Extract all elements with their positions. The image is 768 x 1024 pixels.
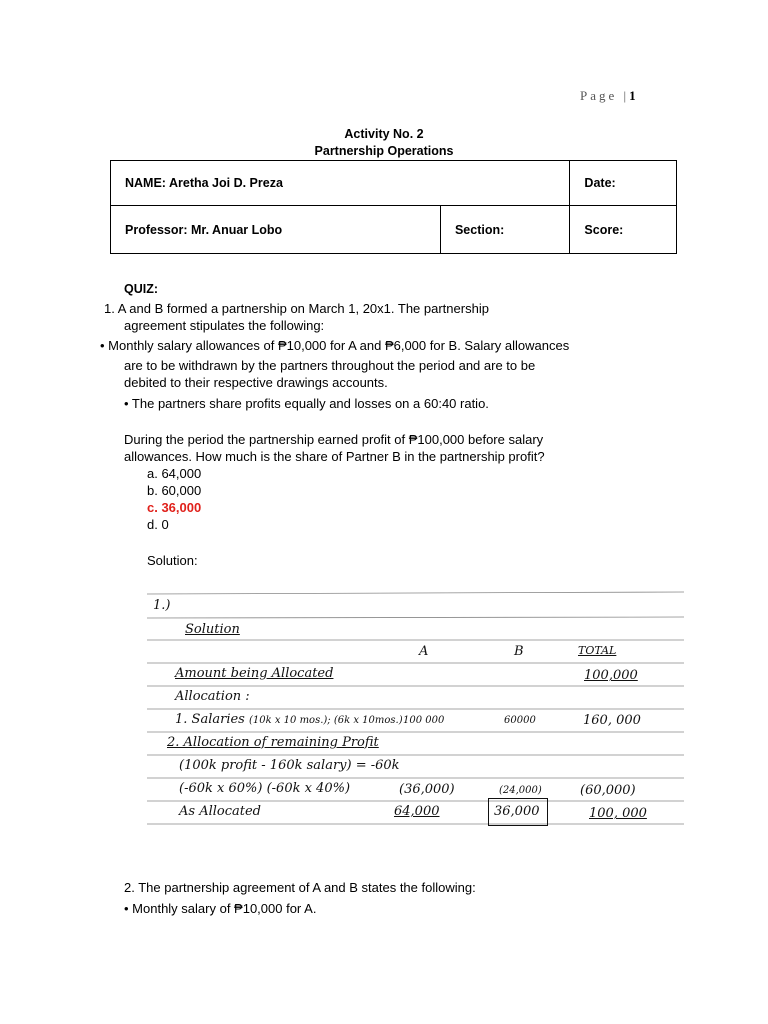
score-field: Score:: [570, 206, 677, 254]
solution-number: 1.): [153, 598, 171, 613]
choice-c-answer: c. 36,000: [147, 500, 202, 515]
allocated-a: 64,000: [394, 804, 440, 819]
choice-b: b. 60,000: [147, 483, 202, 498]
allocated-total: 100, 000: [589, 806, 647, 821]
q2-line1: 2. The partnership agreement of A and B states the following:: [124, 880, 476, 895]
amount-total: 100,000: [584, 668, 638, 683]
q2-bullet1: • Monthly salary of ₱10,000 for A.: [124, 901, 317, 916]
section-field: Section:: [440, 206, 569, 254]
allocated-b: 36,000: [494, 804, 540, 819]
activity-topic: Partnership Operations: [314, 144, 454, 158]
question-line2: allowances. How much is the share of Partner B in the partnership profit?: [124, 449, 545, 464]
solution-title: Solution: [185, 622, 240, 637]
student-info-table: [110, 160, 677, 254]
page-number: Page |1: [580, 88, 636, 103]
bullet1-line3: debited to their respective drawings accounts.: [124, 375, 388, 390]
row-allocation: Allocation :: [175, 689, 250, 704]
row-allocated: As Allocated: [179, 804, 261, 819]
loss-calc: (-60k x 60%) (-60k x 40%): [179, 781, 351, 796]
professor-field: Professor: Mr. Anuar Lobo: [111, 206, 441, 254]
choice-d: d. 0: [147, 517, 169, 532]
question-line1: During the period the partnership earned profit of ₱100,000 before salary: [124, 432, 544, 447]
handwritten-solution: [147, 586, 684, 830]
column-total: TOTAL: [578, 644, 617, 657]
column-b: B: [514, 644, 524, 659]
loss-total: (60,000): [580, 783, 636, 798]
bullet1-line2: are to be withdrawn by the partners throughout the period and are to be: [124, 358, 536, 373]
q1-line1: 1. A and B formed a partnership on March 1, 20x1. The partnership: [104, 301, 489, 316]
salaries-a: 100 000: [403, 715, 445, 726]
column-a: A: [419, 644, 429, 659]
row-amount: Amount being Allocated: [175, 666, 334, 681]
activity-title: Activity No. 2: [344, 127, 424, 141]
bullet1-line1: • Monthly salary allowances of ₱10,000 for A and ₱6,000 for B. Salary allowances: [100, 338, 570, 353]
row-remaining: 2. Allocation of remaining Profit: [167, 735, 379, 750]
q1-line2: agreement stipulates the following:: [124, 318, 325, 333]
remaining-calc: (100k profit - 160k salary) = -60k: [179, 758, 400, 773]
salaries-b: 60000: [504, 715, 536, 726]
row-salaries: 1. Salaries (10k x 10 mos.); (6k x 10mos.): [175, 712, 403, 727]
date-field: Date:: [570, 161, 677, 206]
bullet2: • The partners share profits equally and losses on a 60:40 ratio.: [124, 396, 489, 411]
loss-b: (24,000): [499, 785, 542, 796]
salaries-total: 160, 000: [583, 713, 641, 728]
solution-label: Solution:: [147, 553, 198, 568]
choice-a: a. 64,000: [147, 466, 202, 481]
loss-a: (36,000): [399, 782, 455, 797]
quiz-heading: QUIZ:: [124, 282, 159, 296]
name-field: NAME: Aretha Joi D. Preza: [111, 161, 570, 206]
